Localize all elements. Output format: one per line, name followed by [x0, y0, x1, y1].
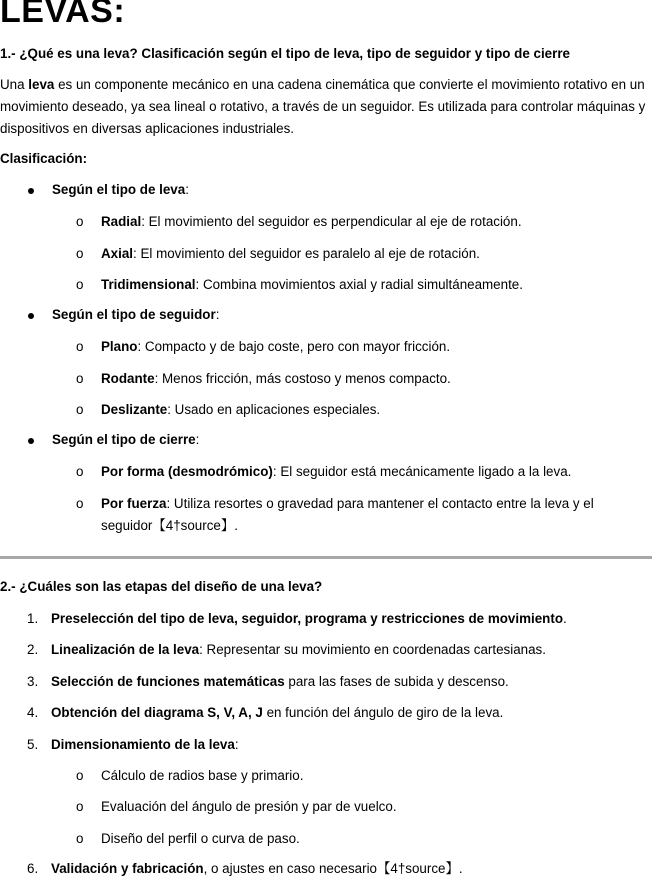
bullet-tipo-cierre — [0, 429, 652, 451]
list-item-text — [51, 702, 503, 724]
step-number: 1. — [27, 611, 39, 626]
bullet-dot — [28, 438, 34, 444]
item-text: : Menos fricción, más costoso y menos compacto. — [154, 371, 451, 386]
question-2-heading: 2.- ¿Cuáles son las etapas del diseño de una leva? — [0, 579, 323, 594]
list-item-text — [101, 368, 631, 390]
item-text: : Combina movimientos axial y radial simultáneamente. — [195, 277, 523, 292]
bullet-text — [52, 304, 219, 326]
item-bold: Deslizante — [101, 402, 168, 417]
intro-post: es un componente mecánico en una cadena cinemática que convierte el movimiento rotativo en un movimiento deseado, ya sea lineal o rotativo, a través de un seguidor. Es utilizada para controlar máquinas y dispositivos en diversas aplicaciones industriales. — [0, 77, 646, 136]
list-item-text — [101, 336, 631, 358]
list-item-text: Cálculo de radios base y primario. — [101, 768, 304, 783]
step-number: 4. — [27, 705, 39, 720]
item-text: : Utiliza resortes o gravedad para mantener el contacto entre la leva y el seguidor【4†source】. — [101, 496, 594, 533]
question-1-heading: 1.- ¿Qué es una leva? Clasificación según el tipo de leva, tipo de seguidor y tipo de cierre — [0, 46, 570, 61]
item-text: : Compacto y de bajo coste, pero con mayor fricción. — [137, 339, 451, 354]
list-item — [0, 399, 652, 421]
bullet-bold: tipo de cierre — [111, 432, 196, 447]
item-bold: Tridimensional — [101, 277, 196, 292]
step-bold: Validación y fabricación — [51, 861, 204, 876]
item-text: : El movimiento del seguidor es perpendicular al eje de rotación. — [141, 214, 522, 229]
list-item — [0, 461, 652, 483]
list-item — [0, 243, 652, 265]
sub-marker: o — [76, 246, 84, 261]
step-text: : — [234, 737, 239, 752]
sub-marker: o — [76, 277, 84, 292]
list-item-text — [101, 493, 621, 537]
sub-marker: o — [76, 402, 84, 417]
list-item-text — [101, 274, 631, 296]
list-item — [0, 796, 652, 818]
list-item — [0, 211, 652, 233]
intro-paragraph — [0, 74, 650, 140]
sub-marker: o — [76, 214, 84, 229]
list-item — [0, 639, 652, 661]
list-item-text: Diseño del perfil o curva de paso. — [101, 831, 300, 846]
step-text: para las fases de subida y descenso. — [284, 674, 509, 689]
sub-marker: o — [76, 464, 84, 479]
bullet-bold-pre: Según el — [52, 182, 112, 197]
bullet-bold: tipo de seguidor — [111, 307, 216, 322]
page-title: LEVAS: — [0, 0, 126, 30]
section-divider — [0, 556, 652, 559]
list-item-text — [101, 399, 631, 421]
intro-pre: Una — [0, 77, 29, 92]
list-item-text — [51, 734, 239, 756]
bullet-tipo-seguidor — [0, 304, 652, 326]
item-text: : El seguidor está mecánicamente ligado a la leva. — [272, 464, 572, 479]
bullet-dot — [28, 313, 34, 319]
bullet-post: : — [185, 182, 189, 197]
clasificacion-label: Clasificación: — [0, 151, 88, 166]
bullet-text — [52, 429, 199, 451]
step-bold: Linealización de la leva — [51, 642, 200, 657]
step-number: 2. — [27, 642, 39, 657]
list-item-text — [101, 461, 631, 483]
bullet-bold: tipo de leva — [111, 182, 186, 197]
sub-marker: o — [76, 768, 84, 783]
list-item-text — [51, 671, 509, 693]
list-item — [0, 493, 652, 537]
step-number: 6. — [27, 861, 39, 876]
sub-marker: o — [76, 371, 84, 386]
step-bold: Dimensionamiento de la leva — [51, 737, 235, 752]
step-number: 3. — [27, 674, 39, 689]
step-bold: Preselección del tipo de leva, seguidor, programa y restricciones de movimiento — [51, 611, 563, 626]
list-item — [0, 336, 652, 358]
sub-marker: o — [76, 799, 84, 814]
step-number: 5. — [27, 737, 39, 752]
list-item-text — [101, 211, 631, 233]
item-bold: Rodante — [101, 371, 155, 386]
item-bold: Por forma (desmodrómico) — [101, 464, 273, 479]
list-item — [0, 858, 652, 880]
sub-marker: o — [76, 831, 84, 846]
list-item — [0, 368, 652, 390]
list-item-text — [51, 608, 567, 630]
bullet-text — [52, 179, 189, 201]
list-item — [0, 671, 652, 693]
list-item — [0, 702, 652, 724]
step-text: . — [563, 611, 567, 626]
bullet-bold-pre: Según el — [52, 432, 112, 447]
list-item — [0, 828, 652, 850]
step-text: , o ajustes en caso necesario【4†source】. — [203, 861, 463, 876]
bullet-dot — [28, 188, 34, 194]
step-bold: Obtención del diagrama S, V, A, J — [51, 705, 263, 720]
list-item — [0, 608, 652, 630]
step-bold: Selección de funciones matemáticas — [51, 674, 285, 689]
sub-marker: o — [76, 496, 84, 511]
bullet-bold-pre: Según el — [52, 307, 112, 322]
step-text: : Representar su movimiento en coordenadas cartesianas. — [199, 642, 546, 657]
item-text: : El movimiento del seguidor es paralelo al eje de rotación. — [133, 246, 480, 261]
item-text: : Usado en aplicaciones especiales. — [167, 402, 381, 417]
intro-bold-term: leva — [28, 77, 55, 92]
item-bold: Plano — [101, 339, 138, 354]
list-item — [0, 765, 652, 787]
sub-marker: o — [76, 339, 84, 354]
bullet-post: : — [215, 307, 220, 322]
list-item — [0, 274, 652, 296]
bullet-post: : — [195, 432, 200, 447]
list-item-text — [101, 243, 631, 265]
list-item-text — [51, 639, 546, 661]
item-bold: Axial — [101, 246, 134, 261]
item-bold: Radial — [101, 214, 142, 229]
bullet-tipo-leva — [0, 179, 652, 201]
item-bold: Por fuerza — [101, 496, 167, 511]
list-item-text — [51, 858, 463, 880]
list-item-text: Evaluación del ángulo de presión y par de vuelco. — [101, 799, 397, 814]
step-text: en función del ángulo de giro de la leva. — [262, 705, 504, 720]
list-item — [0, 734, 652, 756]
